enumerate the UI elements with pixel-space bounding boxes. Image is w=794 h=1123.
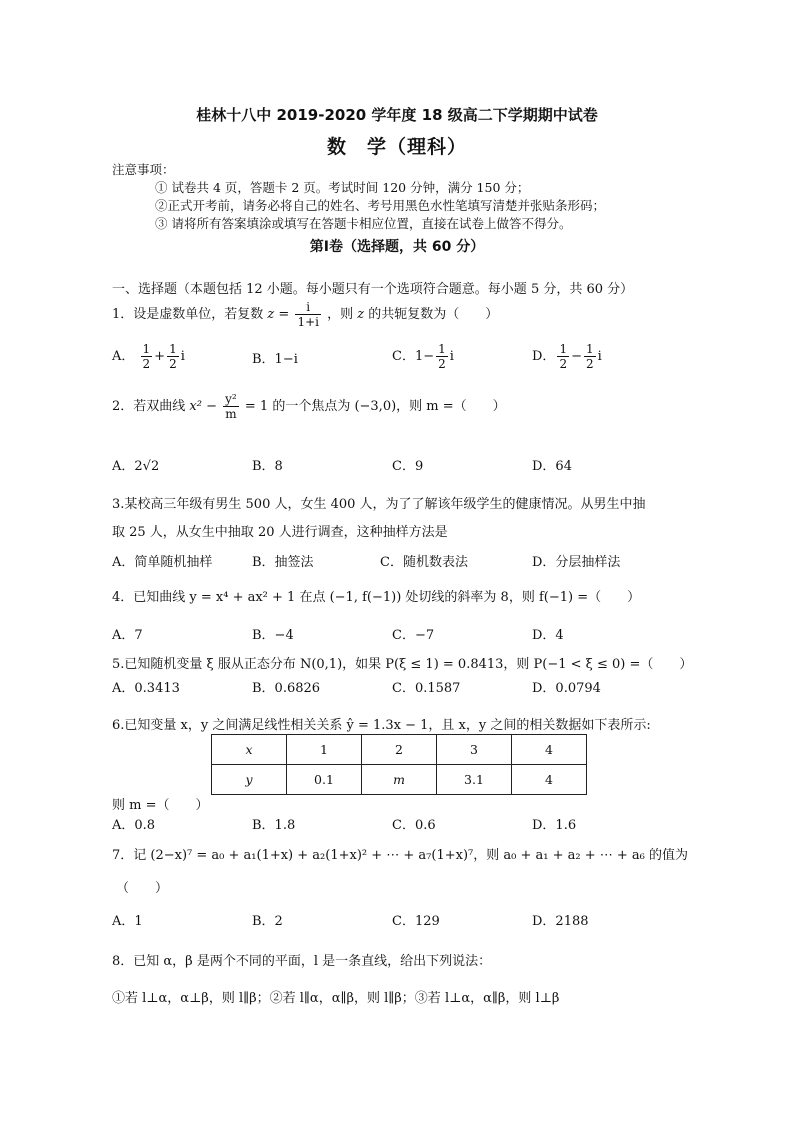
- q4-option-a: A．7: [112, 628, 143, 643]
- q6-after: 则 m =（ ）: [112, 798, 209, 813]
- q7-paren: （ ）: [116, 881, 169, 896]
- note-item-2: ②正式开考前，请务必将自己的姓名、考号用黑色水性笔填写清楚并张贴条形码；: [155, 198, 606, 213]
- table-cell: 1: [287, 735, 362, 765]
- q2-option-b: B．8: [252, 459, 283, 474]
- section-title: 第Ⅰ卷（选择题，共 60 分）: [309, 239, 485, 255]
- q4-option-d: D．4: [532, 628, 564, 643]
- q1-option-d: D． $\frac{1}{2}$ − $\frac{1}{2}$ i: [532, 342, 602, 371]
- q2-option-d: D．64: [532, 459, 572, 474]
- note-item-3: ③ 请将所有答案填涂或填写在答题卡相应位置，直接在试卷上做答不得分。: [155, 216, 572, 231]
- table-cell: x: [212, 735, 287, 765]
- part1-intro: 一、选择题（本题包括 12 小题。每小题只有一个选项符合题意。每小题 5 分，共 60 分）: [112, 282, 634, 297]
- q3-option-b: B．抽签法: [252, 555, 314, 570]
- note-item-1: ① 试卷共 4 页，答题卡 2 页。考试时间 120 分钟，满分 150 分；: [155, 180, 530, 195]
- q1-stem: 1．设是虚数单位，若复数 z = $\frac{i}{1+i}$ ，则 z 的共轭复数为（ ）: [112, 300, 499, 329]
- table-row: [212, 735, 587, 765]
- q6-data-table: [211, 734, 587, 795]
- q3-option-a: A．简单随机抽样: [112, 555, 213, 570]
- q1-fraction: $\frac{i}{1+i}$: [297, 300, 319, 329]
- q3-option-c: C．随机数表法: [380, 555, 468, 570]
- q2-option-c: C．9: [392, 459, 424, 474]
- q6-option-c: C．0.6: [392, 818, 436, 833]
- table-cell: 3: [437, 735, 512, 765]
- q8-stem: 8．已知 α，β 是两个不同的平面，l 是一条直线，给出下列说法：: [112, 954, 492, 969]
- q8-line2: ①若 l⊥α，α⊥β，则 l∥β；②若 l∥α，α∥β，则 l∥β；③若 l⊥α，α∥β，则 l⊥β: [112, 991, 560, 1006]
- q3-line2: 取 25 人，从女生中抽取 20 人进行调查，这种抽样方法是: [112, 525, 448, 540]
- table-row: [212, 765, 587, 795]
- q5-option-b: B．0.6826: [252, 681, 321, 696]
- table-cell: 3.1: [437, 765, 512, 795]
- table-cell: 0.1: [287, 765, 362, 795]
- q6-option-a: A．0.8: [112, 818, 156, 833]
- q4-option-b: B．−4: [252, 628, 294, 643]
- q1-option-c: C．1− $\frac{1}{2}$ i: [392, 342, 454, 371]
- exam-title: 桂林十八中 2019-2020 学年度 18 级高二下学期期中试卷: [196, 106, 598, 124]
- q7-stem: 7．记 (2−x)⁷ = a₀ + a₁(1+x) + a₂(1+x)² + ⋯ + a₇(1+x)⁷，则 a₀ + a₁ + a₂ + ⋯ + a₆ 的值为: [112, 848, 688, 863]
- q1-option-a: A． $\frac{1}{2}$ + $\frac{1}{2}$ i: [112, 342, 185, 371]
- q1-option-b: B．1−i: [252, 352, 298, 367]
- q4-option-c: C．−7: [392, 628, 435, 643]
- q7-option-a: A．1: [112, 914, 143, 929]
- q5-option-a: A．0.3413: [112, 681, 180, 696]
- q2-option-a: A．2√2: [112, 459, 160, 474]
- table-cell: y: [212, 765, 287, 795]
- q5-option-c: C．0.1587: [392, 681, 461, 696]
- table-cell: 2: [362, 735, 437, 765]
- table-cell: 4: [512, 765, 587, 795]
- q3-option-d: D．分层抽样法: [532, 555, 621, 570]
- table-cell: 4: [512, 735, 587, 765]
- q6-option-b: B．1.8: [252, 818, 296, 833]
- q6-stem: 6.已知变量 x，y 之间满足线性相关关系 ŷ = 1.3x − 1，且 x，y 之间的相关数据如下表所示:: [112, 718, 651, 733]
- q7-option-c: C．129: [392, 914, 440, 929]
- exam-subject: 数 学（理科）: [326, 136, 467, 158]
- q5-option-d: D．0.0794: [532, 681, 601, 696]
- q7-option-b: B．2: [252, 914, 283, 929]
- table-cell: m: [362, 765, 437, 795]
- q5-stem: 5.已知随机变量 ξ 服从正态分布 N(0,1)，如果 P(ξ ≤ 1) = 0.8413，则 P(−1 < ξ ≤ 0) =（ ）: [112, 657, 693, 672]
- q6-option-d: D．1.6: [532, 818, 577, 833]
- q7-option-d: D．2188: [532, 914, 589, 929]
- notes-heading: 注意事项：: [112, 162, 175, 177]
- q4-stem: 4．已知曲线 y = x⁴ + ax² + 1 在点 (−1, f(−1)) 处切线的斜率为 8，则 f(−1) =（ ）: [112, 590, 641, 605]
- q3-line1: 3.某校高三年级有男生 500 人，女生 400 人，为了了解该年级学生的健康情况。从男生中抽: [112, 497, 646, 512]
- q2-stem: 2．若双曲线 x² − $\frac{\text{y²}}{m}$ = 1 的一个焦点为 (−3,0)，则 m =（ ）: [112, 392, 506, 421]
